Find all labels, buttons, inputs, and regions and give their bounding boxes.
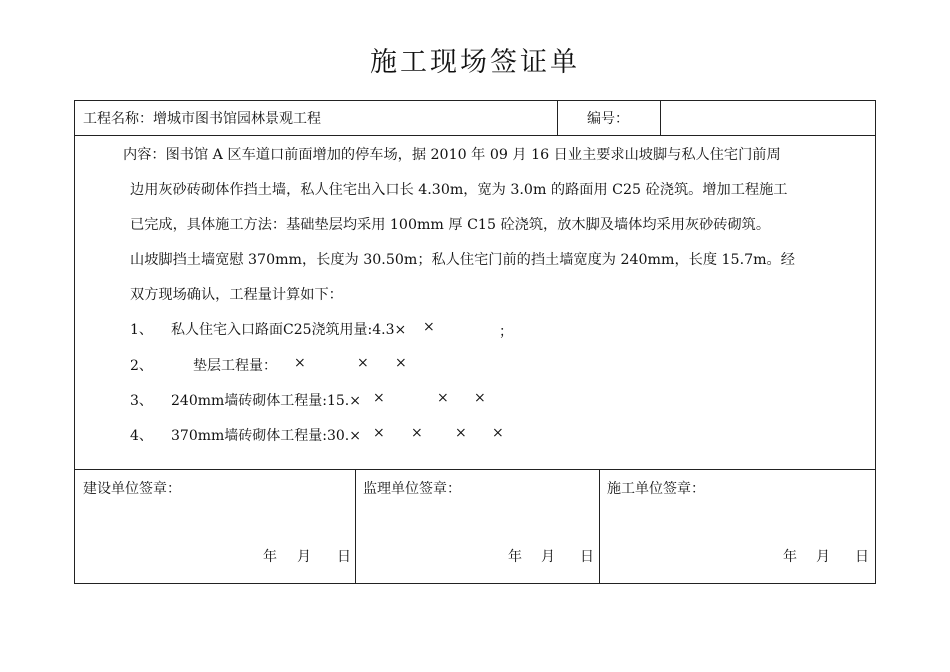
item-multiplier: ×	[492, 425, 504, 441]
item-text: 垫层工程量：	[193, 358, 277, 374]
contractor-date-day: 日	[855, 549, 869, 565]
supervisor-date-year: 年	[508, 549, 522, 565]
supervisor-date-day: 日	[580, 549, 594, 565]
visa-form-table	[74, 100, 876, 584]
item-text: 私人住宅入口路面C25浇筑用量:4.3×	[171, 322, 407, 338]
item-number: 2、	[130, 358, 153, 374]
sign-col-divider-2	[599, 469, 600, 583]
supervisor-signature-label: 监理单位签章：	[363, 481, 461, 497]
header-col-divider-2	[660, 101, 661, 135]
sign-col-divider-1	[355, 469, 356, 583]
project-name-value: 增城市图书馆园林景观工程	[153, 111, 321, 127]
content-line: 双方现场确认，工程量计算如下：	[130, 287, 343, 303]
content-line: 山坡脚挡土墙宽慰 370mm，长度为 30.50m；私人住宅门前的挡土墙宽度为 240mm，长度 15.7m。经	[130, 252, 795, 268]
item-multiplier: ×	[373, 425, 385, 441]
number-label: 编号：	[587, 111, 629, 127]
item-number: 1、	[130, 322, 153, 338]
document-title: 施工现场签证单	[370, 47, 580, 78]
number-value-field[interactable]	[665, 103, 870, 133]
item-multiplier: ×	[437, 390, 449, 406]
item-multiplier: ×	[294, 355, 306, 371]
contractor-date-year: 年	[783, 549, 797, 565]
client-date-year: 年	[263, 549, 277, 565]
item-multiplier: ×	[411, 425, 423, 441]
client-date-day: 日	[337, 549, 351, 565]
header-col-divider-1	[557, 101, 558, 135]
contractor-signature-label: 施工单位签章：	[607, 481, 705, 497]
content-line: 内容：图书馆 A 区车道口前面增加的停车场，据 2010 年 09 月 16 日业主要求山坡脚与私人住宅门前周	[123, 147, 781, 163]
header-divider	[75, 135, 875, 136]
item-multiplier: ×	[357, 355, 369, 371]
supervisor-date-month: 月	[541, 549, 555, 565]
content-line: 边用灰砂砖砌体作挡土墙，私人住宅出入口长 4.30m，宽为 3.0m 的路面用 C25 砼浇筑。增加工程施工	[130, 182, 788, 198]
item-text: 240mm墙砖砌体工程量:15.×	[171, 393, 361, 409]
item-multiplier: ×	[455, 425, 467, 441]
content-divider	[75, 469, 875, 470]
item-tail: ；	[499, 324, 513, 340]
item-text: 370mm墙砖砌体工程量:30.×	[171, 428, 361, 444]
item-multiplier: ×	[373, 390, 385, 406]
contractor-date-month: 月	[816, 549, 830, 565]
item-number: 4、	[130, 428, 153, 444]
item-multiplier: ×	[395, 355, 407, 371]
item-number: 3、	[130, 393, 153, 409]
client-date-month: 月	[297, 549, 311, 565]
client-signature-label: 建设单位签章：	[83, 481, 181, 497]
content-line: 已完成，具体施工方法：基础垫层均采用 100mm 厚 C15 砼浇筑，放木脚及墙体均采用灰砂砖砌筑。	[130, 217, 771, 233]
item-multiplier: ×	[474, 390, 486, 406]
item-multiplier: ×	[423, 319, 435, 335]
project-name-label: 工程名称：	[83, 111, 153, 127]
